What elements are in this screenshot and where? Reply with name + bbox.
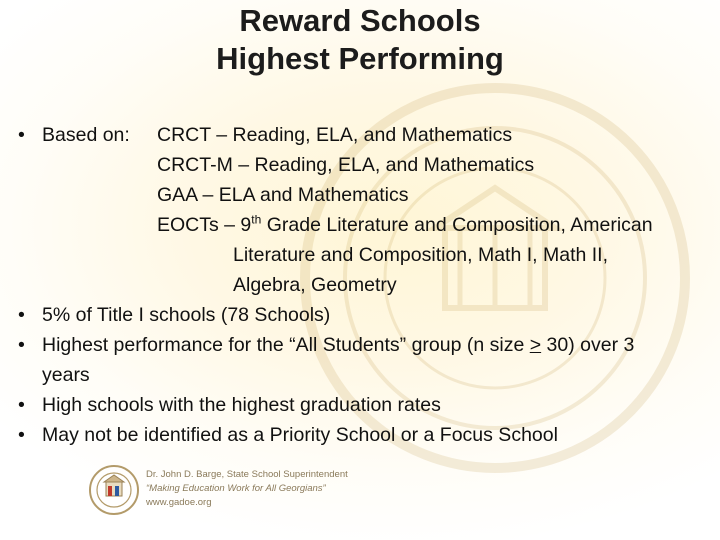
bullet-priority <box>18 420 718 450</box>
superintendent-name: Dr. John D. Barge, State School Superintendent <box>146 469 348 480</box>
bullet-graduation <box>18 390 718 420</box>
assessment-crct-m: CRCT-M – Reading, ELA, and Mathematics <box>157 154 535 176</box>
assessment-row <box>18 240 718 270</box>
highest-performance-cont: years <box>42 364 90 386</box>
title-line-1: Reward Schools <box>239 3 481 38</box>
bullet-dot-icon: • <box>18 124 25 146</box>
assessment-crct: CRCT – Reading, ELA, and Mathematics <box>157 124 513 146</box>
graduation-text: High schools with the highest graduation rates <box>42 394 441 416</box>
highest-performance-text: Highest performance for the “All Students” group (n size > 30) over 3 <box>42 334 635 356</box>
assessment-row <box>18 210 718 240</box>
footer-motto: “Making Education Work for All Georgians” <box>146 483 326 494</box>
bullet-dot-icon: • <box>18 334 25 356</box>
assessment-eocts-cont-1: Literature and Composition, Math I, Math II, <box>233 244 609 266</box>
bullet-continuation <box>18 360 718 390</box>
slide-title <box>0 2 720 78</box>
assessment-eocts: EOCTs – 9th Grade Literature and Composition, American <box>157 212 653 236</box>
title-i-text: 5% of Title I schools (78 Schools) <box>42 304 331 326</box>
bullet-based-on <box>18 120 718 150</box>
department-logo-icon <box>88 462 140 522</box>
footer <box>88 462 508 532</box>
bullet-dot-icon: • <box>18 304 25 326</box>
bullet-list <box>18 120 718 450</box>
footer-text <box>146 468 348 510</box>
bullet-dot-icon: • <box>18 424 25 446</box>
bullet-title-i <box>18 300 718 330</box>
assessment-row <box>18 270 718 300</box>
assessment-gaa: GAA – ELA and Mathematics <box>157 184 409 206</box>
assessment-row <box>18 180 718 210</box>
bullet-highest-performance <box>18 330 718 360</box>
footer-url[interactable]: www.gadoe.org <box>146 497 212 508</box>
bullet-dot-icon: • <box>18 394 25 416</box>
priority-text: May not be identified as a Priority School or a Focus School <box>42 424 558 446</box>
assessment-eocts-cont-2: Algebra, Geometry <box>233 274 397 296</box>
based-on-label: Based on: <box>42 124 130 146</box>
assessment-row <box>18 150 718 180</box>
title-line-2: Highest Performing <box>216 41 504 76</box>
